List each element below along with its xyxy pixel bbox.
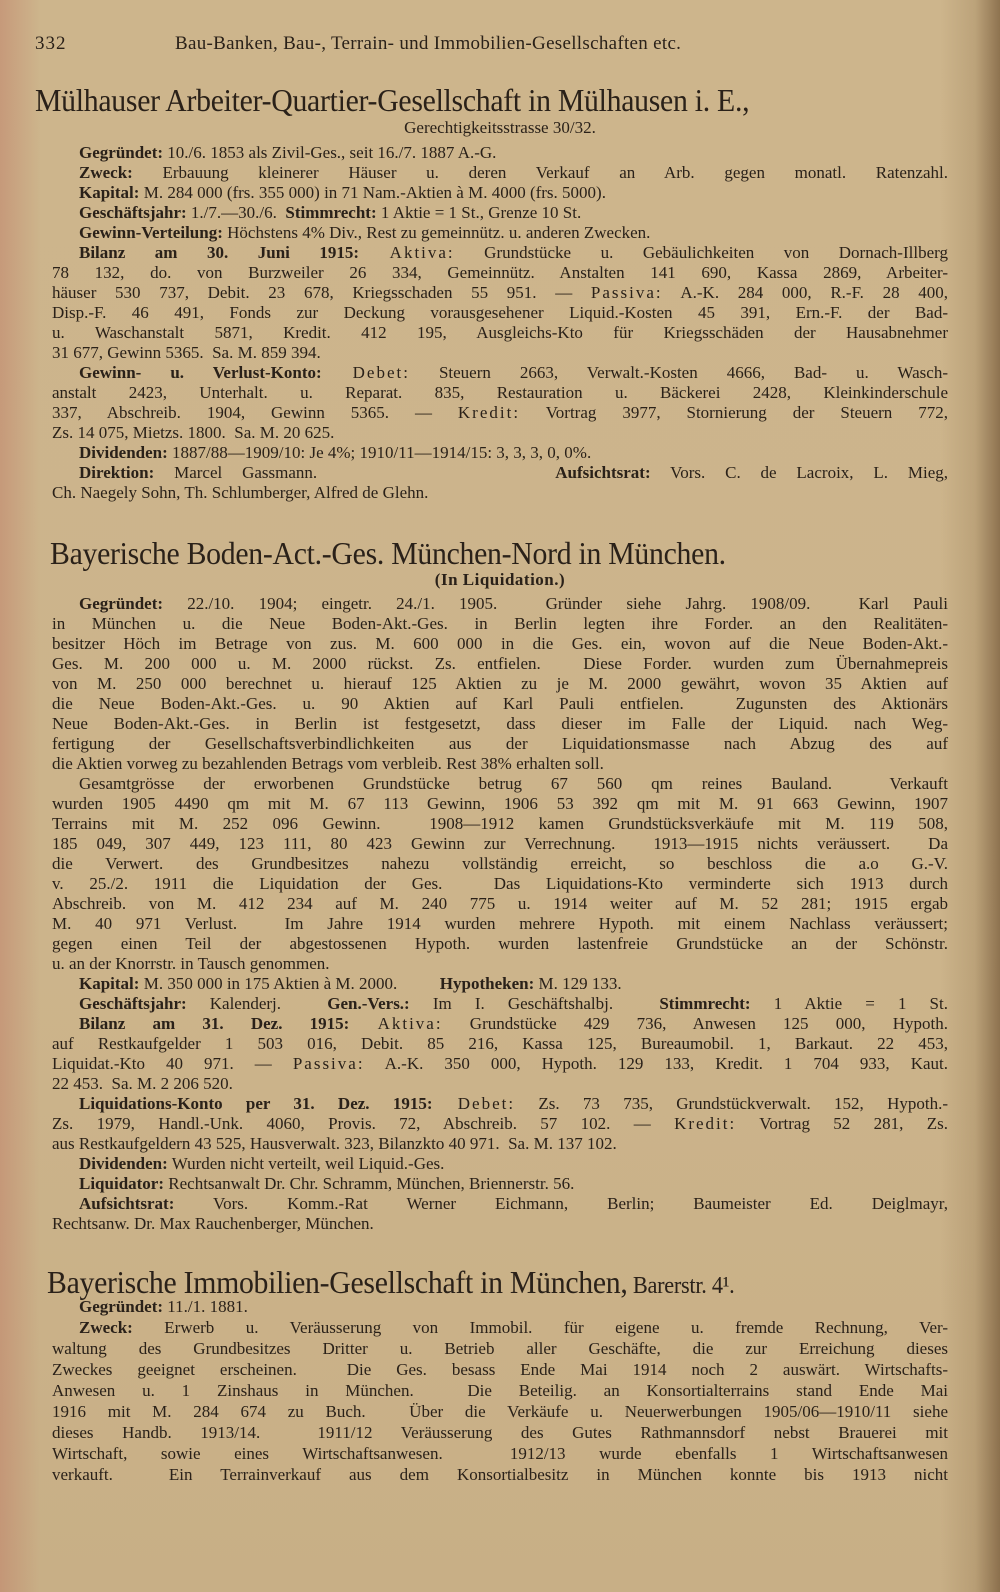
field-text: 1 Aktie = 1 St., Grenze 10 St. [376, 203, 582, 222]
text-line [52, 323, 948, 343]
text-line [52, 223, 948, 243]
text-line [52, 1380, 948, 1401]
text-line [52, 614, 948, 634]
account-side-label: Aktiva: [359, 243, 455, 262]
account-side-label: Kredit: [674, 1114, 737, 1133]
field-text: Rechtsanwalt Dr. Chr. Schramm, München, Briennerstr. 56. [164, 1174, 575, 1193]
field-label: Stimmrecht: [285, 203, 377, 222]
field-text: Disp.-F. 46 491, Fonds zur Deckung vorausgesehener Liquid.-Kosten 45 391, Ern.-F. der Bad- [52, 303, 948, 322]
field-text: Grundstücke u. Gebäulichkeiten von Dornach-Illberg [454, 243, 948, 262]
field-text: anstalt 2423, Unterhalt. u. Reparat. 835, Restauration u. Bäckerei 2428, Kleinkinderschule [52, 383, 948, 402]
text-line [52, 694, 948, 714]
text-line [52, 1054, 948, 1074]
field-text: 1 Aktie = 1 St. [750, 994, 948, 1013]
text-line [52, 714, 948, 734]
field-label: Liquidations-Konto per 31. Dez. 1915: [79, 1094, 433, 1113]
text-line [52, 1443, 948, 1464]
field-text: A.-K. 350 000, Hypoth. 129 133, Kredit. 1 704 933, Kaut. [364, 1054, 948, 1073]
field-text: häuser 530 737, Debit. 23 678, Kriegsschaden 55 951. — [52, 283, 591, 302]
account-side-label: Kredit: [457, 403, 521, 422]
text-line [52, 203, 948, 223]
text-line [52, 343, 948, 363]
field-text: von M. 250 000 berechnet u. hierauf 125 Aktien zu je M. 2000 gewährt, wovon 35 Aktien auf [52, 674, 948, 693]
field-text: die Aktien vorweg zu bezahlenden Betrags vom verbleib. Rest 38% erhalten soll. [52, 754, 604, 773]
field-text: Im I. Geschäftshalbj. [409, 994, 660, 1013]
field-text: Anwesen u. 1 Zinshaus in München. Die Beteilig. an Konsortialterrains stand Ende Mai [52, 1381, 948, 1400]
field-text: v. 25./2. 1911 die Liquidation der Ges. Das Liquidations-Kto verminderte sich 1913 durch [52, 874, 948, 893]
text-line [52, 1074, 948, 1094]
company-title-muelhauser: Mülhauser Arbeiter-Quartier-Gesellschaft in Mülhausen i. E., [35, 82, 750, 118]
field-text: Vors. C. de Lacroix, L. Mieg, [650, 463, 948, 482]
company-entry-body [52, 594, 948, 1234]
text-line [52, 1134, 948, 1154]
field-text: die Verwert. des Grundbesitzes nahezu vollständig erreicht, so beschloss die a.o G.-V. [52, 854, 948, 873]
field-text: auf Restkaufgelder 1 503 016, Debit. 85 216, Kassa 125, Bureaumobil. 1, Barkaut. 22 453, [52, 1034, 948, 1053]
text-line [52, 463, 948, 483]
text-line [52, 934, 948, 954]
text-line [52, 263, 948, 283]
field-label: Bilanz am 31. Dez. 1915: [79, 1014, 350, 1033]
field-text: 1916 mit M. 284 674 zu Buch. Über die Verkäufe u. Neuerwerbungen 1905/06—1910/11 siehe [52, 1402, 948, 1421]
field-text: u. an der Knorrstr. in Tausch genommen. [52, 954, 330, 973]
field-text: Steuern 2663, Verwalt.-Kosten 4666, Bad- u. Wasch- [409, 363, 948, 382]
text-line [52, 1174, 948, 1194]
field-text: Gesamtgrösse der erworbenen Grundstücke betrug 67 560 qm reines Bauland. Verkauft [79, 774, 948, 793]
field-text: 185 049, 307 449, 123 111, 80 423 Gewinn zur Verrechnung. 1913—1915 nichts veräussert. Da [52, 834, 948, 853]
field-text: 22./10. 1904; eingetr. 24./1. 1905. Gründer siehe Jahrg. 1908/09. Karl Pauli [163, 594, 948, 613]
text-line [52, 674, 948, 694]
field-text: A.-K. 284 000, R.-F. 28 400, [662, 283, 948, 302]
text-line [52, 303, 948, 323]
text-line [52, 423, 948, 443]
text-line [52, 1094, 948, 1114]
field-text: waltung des Grundbesitzes Dritter u. Betrieb aller Geschäfte, die zur Erreichung dieses [52, 1339, 948, 1358]
field-label: Hypotheken: [439, 974, 535, 993]
field-text: Marcel Gassmann. [154, 463, 556, 482]
field-text: Terrains mit M. 252 096 Gewinn. 1908—1912 kamen Grundstücksverkäufe mit M. 119 508, [52, 814, 948, 833]
account-side-label: Debet: [321, 363, 410, 382]
field-label: Bilanz am 30. Juni 1915: [79, 243, 360, 262]
field-text: 1./7.—30./6. [186, 203, 286, 222]
field-label: Gegründet: [79, 594, 164, 613]
field-text: 11./1. 1881. [163, 1297, 248, 1316]
text-line [52, 163, 948, 183]
field-text: Zs. 73 735, Grundstückverwalt. 152, Hypoth.- [515, 1094, 948, 1113]
field-label: Stimmrecht: [659, 994, 751, 1013]
field-label: Zweck: [79, 1318, 133, 1337]
field-text: die Neue Boden-Akt.-Ges. u. 90 Aktien auf Karl Pauli entfielen. Zugunsten des Aktionärs [52, 694, 948, 713]
field-label: Gewinn-Verteilung: [79, 223, 223, 242]
text-line [52, 1464, 948, 1485]
company-entry-body [52, 1296, 948, 1485]
field-label: Gewinn- u. Verlust-Konto: [79, 363, 322, 382]
field-label: Zweck: [79, 163, 133, 182]
text-line [52, 1034, 948, 1054]
liquidation-note: (In Liquidation.) [434, 570, 566, 589]
text-line [52, 363, 948, 383]
text-line [52, 1317, 948, 1338]
field-text: besitzer Höch im Betrage von zus. M. 600 000 in die Ges. ein, wovon auf die Neue Boden-Akt.- [52, 634, 948, 653]
field-text: Kalenderj. [186, 994, 328, 1013]
text-line [52, 1422, 948, 1443]
field-label: Aufsichtsrat: [555, 463, 651, 482]
field-text: M. 129 133. [534, 974, 622, 993]
field-text: dieses Handb. 1913/14. 1911/12 Veräusserung des Gutes Rathmannsdorf nebst Brauerei mit [52, 1423, 948, 1442]
text-line [52, 1114, 948, 1134]
field-text: Zs. 1979, Handl.-Unk. 4060, Provis. 72, Abschreib. 57 102. — [52, 1114, 675, 1133]
text-line [52, 654, 948, 674]
company-address: Gerechtigkeitsstrasse 30/32. [404, 118, 596, 137]
field-text: 22 453. Sa. M. 2 206 520. [52, 1074, 233, 1093]
field-label: Kapital: [79, 974, 140, 993]
company-title-text: Bayerische Immobilien-Gesellschaft in München, [47, 1264, 628, 1300]
field-text: 337, Abschreib. 1904, Gewinn 5365. — [52, 403, 458, 422]
field-text: Rechtsanw. Dr. Max Rauchenberger, München. [52, 1214, 374, 1233]
field-text: Zs. 14 075, Mietzs. 1800. Sa. M. 20 625. [52, 423, 335, 442]
text-line [52, 894, 948, 914]
text-line [52, 1154, 948, 1174]
field-label: Direktion: [79, 463, 155, 482]
field-text: Zweckes geeignet erscheinen. Die Ges. besass Ende Mai 1914 noch 2 auswärt. Wirtschafts- [52, 1360, 948, 1379]
account-side-label: Aktiva: [349, 1014, 443, 1033]
field-text: Vortrag 52 281, Zs. [736, 1114, 948, 1133]
company-entry-body [52, 143, 948, 503]
text-line [52, 854, 948, 874]
field-text: wurden 1905 4490 qm mit M. 67 113 Gewinn, 1906 53 392 qm mit M. 91 663 Gewinn, 1907 [52, 794, 948, 813]
field-text: gegen einen Teil der abgestossenen Hypoth. wurden lastenfreie Grundstücke an der Schönstr. [52, 934, 948, 953]
field-text: Erwerb u. Veräusserung von Immobil. für eigene u. fremde Rechnung, Ver- [132, 1318, 948, 1337]
field-text: Wurden nicht verteilt, weil Liquid.-Ges. [167, 1154, 445, 1173]
field-text: Grundstücke 429 736, Anwesen 125 000, Hypoth. [442, 1014, 948, 1033]
field-text: Erbauung kleinerer Häuser u. deren Verkauf an Arb. gegen monatl. Ratenzahl. [132, 163, 948, 182]
field-text: Ges. M. 200 000 u. M. 2000 rückst. Zs. entfielen. Diese Forder. wurden zum Übernahmepreis [52, 654, 948, 673]
field-text: Wirtschaft, sowie eines Wirtschaftsanwesen. 1912/13 wurde ebenfalls 1 Wirtschaftsanwesen [52, 1444, 948, 1463]
field-text: u. Waschanstalt 5871, Kredit. 412 195, Ausgleichs-Kto für Kriegsschäden der Hausabnehmer [52, 323, 948, 342]
text-line [52, 1359, 948, 1380]
company-address: Barerstr. 4¹. [627, 1273, 735, 1299]
field-text: Liquidat.-Kto 40 971. — [52, 1054, 293, 1073]
text-line [52, 403, 948, 423]
text-line [52, 1014, 948, 1034]
field-text: Neue Boden-Akt.-Ges. in Berlin ist festgesetzt, dass dieser im Falle der Liquid. nach Weg- [52, 714, 948, 733]
account-side-label: Passiva: [292, 1054, 365, 1073]
field-label: Kapital: [79, 183, 140, 202]
field-label: Gen.-Vers.: [327, 994, 410, 1013]
field-label: Liquidator: [79, 1174, 165, 1193]
field-text: 1887/88—1909/10: Je 4%; 1910/11—1914/15: 3, 3, 3, 0, 0%. [167, 443, 592, 462]
text-line [52, 1194, 948, 1214]
text-line [52, 243, 948, 263]
field-text: fertigung der Gesellschaftsverbindlichkeiten aus der Liquidationsmasse nach Abzug des auf [52, 734, 948, 753]
text-line [52, 383, 948, 403]
field-text: 78 132, do. von Burzweiler 26 334, Gemeinnütz. Anstalten 141 690, Kassa 2869, Arbeiter- [52, 263, 948, 282]
field-text: M. 284 000 (frs. 355 000) in 71 Nam.-Aktien à M. 4000 (frs. 5000). [139, 183, 606, 202]
field-label: Gegründet: [79, 143, 164, 162]
field-label: Aufsichtsrat: [79, 1194, 175, 1213]
field-text: Abschreib. von M. 412 234 auf M. 240 775 u. 1914 weiter auf M. 52 281; 1915 ergab [52, 894, 948, 913]
text-line [52, 1401, 948, 1422]
text-line [52, 974, 948, 994]
text-line [52, 874, 948, 894]
text-line [52, 483, 948, 503]
field-label: Gegründet: [79, 1297, 164, 1316]
text-line [52, 734, 948, 754]
text-line [52, 1214, 948, 1234]
text-line [52, 834, 948, 854]
account-side-label: Debet: [432, 1094, 516, 1113]
text-line [52, 1296, 948, 1317]
text-line [52, 954, 948, 974]
field-text: Ch. Naegely Sohn, Th. Schlumberger, Alfred de Glehn. [52, 483, 429, 502]
text-line [52, 443, 948, 463]
text-line [52, 143, 948, 163]
text-line [52, 774, 948, 794]
account-side-label: Passiva: [590, 283, 663, 302]
text-line [52, 283, 948, 303]
running-title: Bau-Banken, Bau-, Terrain- und Immobilien-Gesellschaften etc. [175, 33, 682, 54]
company-title-bayerische-boden: Bayerische Boden-Act.-Ges. München-Nord in München. [50, 535, 726, 571]
field-text: Vortrag 3977, Stornierung der Steuern 772, [520, 403, 948, 422]
field-text: M. 350 000 in 175 Aktien à M. 2000. [139, 974, 440, 993]
text-line [52, 794, 948, 814]
text-line [52, 814, 948, 834]
field-text: M. 40 971 Verlust. Im Jahre 1914 wurden mehrere Hypoth. mit einem Nachlass veräussert; [52, 914, 948, 933]
text-line [52, 754, 948, 774]
field-text: aus Restkaufgeldern 43 525, Hausverwalt. 323, Bilanzkto 40 971. Sa. M. 137 102. [52, 1134, 617, 1153]
text-line [52, 634, 948, 654]
field-text: 31 677, Gewinn 5365. Sa. M. 859 394. [52, 343, 321, 362]
field-label: Dividenden: [79, 1154, 168, 1173]
text-line [52, 994, 948, 1014]
running-header [35, 33, 795, 57]
text-line [52, 1338, 948, 1359]
field-label: Geschäftsjahr: [79, 994, 187, 1013]
field-label: Dividenden: [79, 443, 168, 462]
field-text: 10./6. 1853 als Zivil-Ges., seit 16./7. 1887 A.-G. [163, 143, 497, 162]
field-label: Geschäftsjahr: [79, 203, 187, 222]
field-text: in München u. die Neue Boden-Akt.-Ges. in Berlin legten ihre Forder. an den Realitäten- [52, 614, 948, 633]
field-text: Vors. Komm.-Rat Werner Eichmann, Berlin; Baumeister Ed. Deiglmayr, [174, 1194, 948, 1213]
page-number: 332 [35, 33, 67, 54]
field-text: Höchstens 4% Div., Rest zu gemeinnütz. u. anderen Zwecken. [222, 223, 651, 242]
text-line [52, 914, 948, 934]
text-line [52, 594, 948, 614]
field-text: verkauft. Ein Terrainverkauf aus dem Konsortialbesitz in München konnte bis 1913 nicht [52, 1465, 948, 1484]
text-line [52, 183, 948, 203]
